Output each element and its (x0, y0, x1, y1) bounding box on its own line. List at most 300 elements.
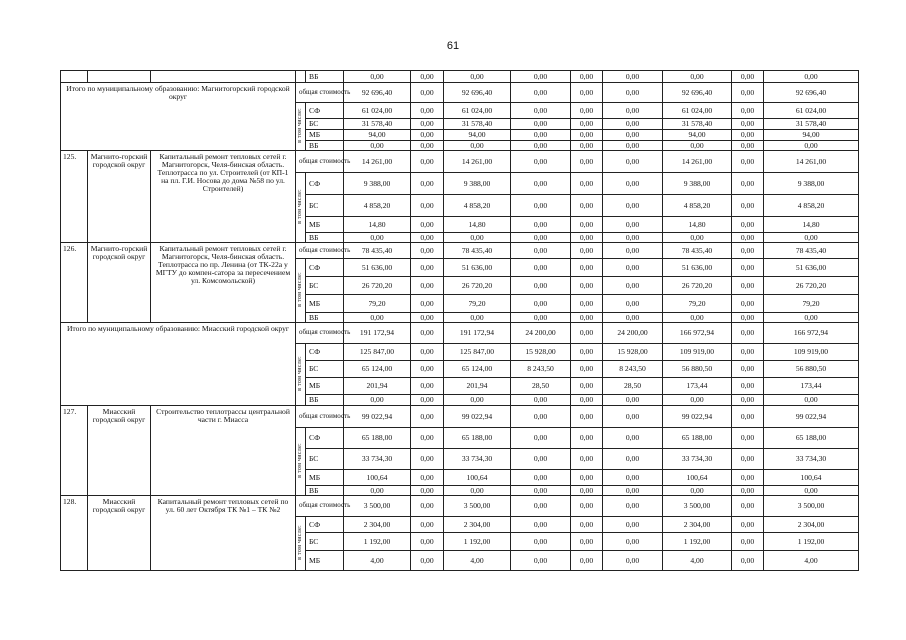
value-cell: 0,00 (603, 141, 663, 151)
value-cell: 0,00 (603, 533, 663, 551)
value-cell: 78 435,40 (764, 243, 859, 259)
side-label-cell (296, 71, 306, 83)
value-cell: 2 304,00 (344, 517, 411, 533)
value-cell: 0,00 (511, 470, 571, 486)
row-label: СФ (306, 517, 344, 533)
item-number: 127. (61, 406, 88, 496)
value-cell: 1 192,00 (344, 533, 411, 551)
value-cell: 0,00 (444, 233, 511, 243)
item-description: Строительство теплотрассы центральной части г. Миасса (151, 406, 296, 496)
value-cell: 92 696,40 (764, 83, 859, 103)
value-cell: 0,00 (411, 449, 444, 470)
value-cell: 0,00 (732, 243, 764, 259)
row-label: БС (306, 449, 344, 470)
value-cell: 99 022,94 (444, 406, 511, 428)
value-cell: 92 696,40 (344, 83, 411, 103)
value-cell: 92 696,40 (663, 83, 732, 103)
value-cell: 26 720,20 (764, 277, 859, 295)
value-cell: 9 388,00 (344, 173, 411, 195)
value-cell: 9 388,00 (764, 173, 859, 195)
value-cell: 0,00 (444, 395, 511, 406)
value-cell: 0,00 (571, 428, 603, 449)
value-cell: 0,00 (603, 71, 663, 83)
row-label: БС (306, 533, 344, 551)
table-row (61, 151, 859, 173)
table-row (61, 323, 859, 344)
value-cell: 0,00 (732, 496, 764, 517)
value-cell: 0,00 (411, 470, 444, 486)
value-cell: 2 304,00 (444, 517, 511, 533)
value-cell: 0,00 (411, 323, 444, 344)
value-cell: 26 720,20 (663, 277, 732, 295)
table-row (61, 406, 859, 428)
value-cell: 0,00 (511, 83, 571, 103)
value-cell: 0,00 (411, 551, 444, 571)
value-cell: 0,00 (571, 151, 603, 173)
value-cell: 0,00 (571, 295, 603, 313)
value-cell: 0,00 (411, 217, 444, 233)
value-cell: 0,00 (511, 103, 571, 119)
value-cell: 0,00 (511, 517, 571, 533)
value-cell: 14,80 (344, 217, 411, 233)
value-cell: 0,00 (764, 141, 859, 151)
value-cell: 0,00 (571, 486, 603, 496)
value-cell: 0,00 (571, 395, 603, 406)
value-cell: 0,00 (511, 295, 571, 313)
value-cell: 0,00 (571, 277, 603, 295)
value-cell: 0,00 (732, 71, 764, 83)
value-cell: 33 734,30 (344, 449, 411, 470)
item-description: Капитальный ремонт тепловых сетей г. Магнитогорск, Челя-бинская область. Теплотрасса по ул. Строителей (от КП-1 на пл. Г.И. Носова до дома №58 по ул. Строителей) (151, 151, 296, 243)
value-cell: 0,00 (732, 259, 764, 277)
description-cell (151, 71, 296, 83)
value-cell: 0,00 (411, 130, 444, 141)
value-cell: 0,00 (344, 486, 411, 496)
value-cell: 0,00 (663, 141, 732, 151)
row-label: МБ (306, 470, 344, 486)
value-cell: 0,00 (571, 344, 603, 361)
value-cell: 0,00 (732, 141, 764, 151)
value-cell: 0,00 (732, 323, 764, 344)
value-cell: 0,00 (411, 119, 444, 130)
row-label: СФ (306, 344, 344, 361)
value-cell: 0,00 (511, 313, 571, 323)
row-label: МБ (306, 551, 344, 571)
row-label: ВБ (306, 395, 344, 406)
side-label-cell (296, 259, 306, 323)
value-cell: 0,00 (344, 233, 411, 243)
item-municipality: Магнито-горский городской округ (88, 243, 151, 323)
side-label-text: в том числе: (297, 272, 304, 307)
value-cell: 15 928,00 (603, 344, 663, 361)
value-cell: 79,20 (764, 295, 859, 313)
value-cell: 78 435,40 (663, 243, 732, 259)
value-cell: 51 636,00 (444, 259, 511, 277)
value-cell: 33 734,30 (444, 449, 511, 470)
value-cell: 0,00 (411, 517, 444, 533)
value-cell: 0,00 (511, 233, 571, 243)
value-cell: 31 578,40 (764, 119, 859, 130)
value-cell: 173,44 (663, 378, 732, 395)
value-cell: 0,00 (511, 130, 571, 141)
municipality-total-label: Итого по муниципальному образованию: Магнитогорский городской округ (61, 83, 296, 151)
row-label: СФ (306, 259, 344, 277)
value-cell: 0,00 (571, 533, 603, 551)
value-cell: 0,00 (603, 496, 663, 517)
value-cell: 33 734,30 (764, 449, 859, 470)
value-cell: 0,00 (571, 551, 603, 571)
value-cell: 0,00 (571, 130, 603, 141)
value-cell: 100,64 (444, 470, 511, 486)
value-cell: 0,00 (411, 496, 444, 517)
value-cell: 0,00 (571, 141, 603, 151)
value-cell: 0,00 (411, 195, 444, 217)
value-cell: 0,00 (444, 141, 511, 151)
value-cell: 0,00 (732, 130, 764, 141)
value-cell: 79,20 (444, 295, 511, 313)
value-cell: 166 972,94 (764, 323, 859, 344)
value-cell: 8 243,50 (603, 361, 663, 378)
municipality-cell (88, 71, 151, 83)
value-cell: 100,64 (764, 470, 859, 486)
value-cell: 109 919,00 (663, 344, 732, 361)
page-number: 61 (446, 40, 460, 52)
value-cell: 79,20 (663, 295, 732, 313)
value-cell: 0,00 (732, 344, 764, 361)
value-cell: 0,00 (764, 233, 859, 243)
value-cell: 0,00 (344, 313, 411, 323)
side-label-text: в том числе: (297, 443, 304, 478)
value-cell: 26 720,20 (444, 277, 511, 295)
value-cell: 0,00 (603, 395, 663, 406)
value-cell: 0,00 (663, 395, 732, 406)
value-cell: 8 243,50 (511, 361, 571, 378)
value-cell: 14,80 (764, 217, 859, 233)
value-cell: 0,00 (571, 173, 603, 195)
value-cell: 9 388,00 (663, 173, 732, 195)
value-cell: 0,00 (411, 313, 444, 323)
value-cell: 0,00 (603, 259, 663, 277)
value-cell: 2 304,00 (663, 517, 732, 533)
value-cell: 51 636,00 (344, 259, 411, 277)
row-label: ВБ (306, 141, 344, 151)
value-cell: 4,00 (764, 551, 859, 571)
value-cell: 0,00 (603, 217, 663, 233)
row-label: ВБ (306, 486, 344, 496)
item-number: 126. (61, 243, 88, 323)
value-cell: 0,00 (511, 217, 571, 233)
value-cell: 0,00 (732, 486, 764, 496)
value-cell: 0,00 (663, 233, 732, 243)
value-cell: 99 022,94 (764, 406, 859, 428)
value-cell: 0,00 (603, 313, 663, 323)
value-cell: 201,94 (444, 378, 511, 395)
value-cell: 0,00 (511, 533, 571, 551)
value-cell: 0,00 (511, 243, 571, 259)
value-cell: 99 022,94 (663, 406, 732, 428)
value-cell: 0,00 (732, 428, 764, 449)
value-cell: 61 024,00 (663, 103, 732, 119)
value-cell: 0,00 (511, 449, 571, 470)
value-cell: 4,00 (444, 551, 511, 571)
value-cell: 0,00 (411, 277, 444, 295)
row-label: СФ (306, 173, 344, 195)
value-cell: 0,00 (511, 551, 571, 571)
row-label: БС (306, 119, 344, 130)
value-cell: 0,00 (411, 243, 444, 259)
row-label: общая стоимость (296, 83, 344, 103)
value-cell: 4 858,20 (764, 195, 859, 217)
value-cell: 0,00 (571, 496, 603, 517)
value-cell: 94,00 (444, 130, 511, 141)
row-label: общая стоимость (296, 496, 344, 517)
value-cell: 51 636,00 (663, 259, 732, 277)
value-cell: 0,00 (511, 428, 571, 449)
value-cell: 94,00 (764, 130, 859, 141)
value-cell: 109 919,00 (764, 344, 859, 361)
value-cell: 0,00 (603, 486, 663, 496)
value-cell: 0,00 (603, 406, 663, 428)
side-label-text: в том числе: (297, 525, 304, 560)
value-cell: 0,00 (571, 195, 603, 217)
table-row (61, 83, 859, 103)
value-cell: 14 261,00 (344, 151, 411, 173)
value-cell: 61 024,00 (444, 103, 511, 119)
value-cell: 0,00 (411, 361, 444, 378)
value-cell: 4 858,20 (344, 195, 411, 217)
value-cell: 191 172,94 (444, 323, 511, 344)
value-cell: 1 192,00 (663, 533, 732, 551)
value-cell: 0,00 (732, 195, 764, 217)
value-cell: 0,00 (571, 233, 603, 243)
value-cell: 0,00 (411, 259, 444, 277)
value-cell: 0,00 (571, 217, 603, 233)
value-cell: 14,80 (444, 217, 511, 233)
value-cell: 14,80 (663, 217, 732, 233)
value-cell: 0,00 (511, 277, 571, 295)
value-cell: 3 500,00 (444, 496, 511, 517)
value-cell: 0,00 (732, 533, 764, 551)
value-cell: 65 188,00 (663, 428, 732, 449)
value-cell: 31 578,40 (344, 119, 411, 130)
value-cell: 24 200,00 (603, 323, 663, 344)
value-cell: 0,00 (603, 151, 663, 173)
value-cell: 0,00 (732, 449, 764, 470)
value-cell: 0,00 (571, 470, 603, 486)
value-cell: 0,00 (571, 449, 603, 470)
side-label-text: в том числе: (297, 189, 304, 224)
row-label: общая стоимость (296, 406, 344, 428)
value-cell: 51 636,00 (764, 259, 859, 277)
value-cell: 0,00 (603, 195, 663, 217)
value-cell: 0,00 (344, 395, 411, 406)
value-cell: 0,00 (663, 313, 732, 323)
side-label-cell (296, 517, 306, 571)
value-cell: 0,00 (764, 71, 859, 83)
value-cell: 0,00 (411, 151, 444, 173)
value-cell: 0,00 (411, 344, 444, 361)
value-cell: 4 858,20 (444, 195, 511, 217)
item-municipality: Миасский городской округ (88, 496, 151, 571)
value-cell: 0,00 (571, 83, 603, 103)
value-cell: 14 261,00 (764, 151, 859, 173)
value-cell: 0,00 (571, 313, 603, 323)
value-cell: 0,00 (603, 130, 663, 141)
value-cell: 65 188,00 (444, 428, 511, 449)
value-cell: 0,00 (444, 71, 511, 83)
item-number: 128. (61, 496, 88, 571)
side-label-cell (296, 103, 306, 151)
value-cell: 0,00 (411, 83, 444, 103)
value-cell: 0,00 (511, 395, 571, 406)
row-label: общая стоимость (296, 323, 344, 344)
value-cell: 0,00 (571, 259, 603, 277)
value-cell: 0,00 (571, 103, 603, 119)
row-label: МБ (306, 378, 344, 395)
value-cell: 0,00 (732, 551, 764, 571)
value-cell: 0,00 (732, 395, 764, 406)
value-cell: 0,00 (571, 378, 603, 395)
row-label: БС (306, 361, 344, 378)
item-number: 125. (61, 151, 88, 243)
value-cell: 4,00 (663, 551, 732, 571)
value-cell: 65 188,00 (764, 428, 859, 449)
value-cell: 1 192,00 (444, 533, 511, 551)
value-cell: 0,00 (732, 470, 764, 486)
value-cell: 0,00 (732, 119, 764, 130)
value-cell: 4 858,20 (663, 195, 732, 217)
value-cell: 4,00 (344, 551, 411, 571)
value-cell: 61 024,00 (764, 103, 859, 119)
table-row (61, 496, 859, 517)
value-cell: 0,00 (663, 486, 732, 496)
value-cell: 28,50 (603, 378, 663, 395)
value-cell: 0,00 (571, 243, 603, 259)
value-cell: 100,64 (344, 470, 411, 486)
value-cell: 125 847,00 (344, 344, 411, 361)
value-cell: 0,00 (603, 551, 663, 571)
side-label-cell (296, 344, 306, 406)
value-cell: 0,00 (571, 361, 603, 378)
value-cell: 0,00 (732, 517, 764, 533)
value-cell: 0,00 (603, 517, 663, 533)
value-cell: 0,00 (732, 83, 764, 103)
value-cell: 14 261,00 (663, 151, 732, 173)
row-label: СФ (306, 428, 344, 449)
value-cell: 31 578,40 (663, 119, 732, 130)
value-cell: 0,00 (511, 486, 571, 496)
municipality-total-label: Итого по муниципальному образованию: Миасский городской округ (61, 323, 296, 406)
side-label-cell (296, 173, 306, 243)
value-cell: 31 578,40 (444, 119, 511, 130)
value-cell: 94,00 (344, 130, 411, 141)
value-cell: 201,94 (344, 378, 411, 395)
value-cell: 0,00 (764, 395, 859, 406)
value-cell: 28,50 (511, 378, 571, 395)
value-cell: 0,00 (344, 71, 411, 83)
value-cell: 0,00 (603, 470, 663, 486)
value-cell: 0,00 (571, 323, 603, 344)
row-label: ВБ (306, 71, 344, 83)
value-cell: 0,00 (732, 313, 764, 323)
value-cell: 0,00 (511, 259, 571, 277)
row-label: МБ (306, 130, 344, 141)
value-cell: 0,00 (603, 449, 663, 470)
value-cell: 0,00 (411, 533, 444, 551)
side-label-text: в том числе: (297, 108, 304, 143)
value-cell: 0,00 (571, 406, 603, 428)
value-cell: 65 188,00 (344, 428, 411, 449)
no-cell (61, 71, 88, 83)
row-label: ВБ (306, 233, 344, 243)
row-label: БС (306, 277, 344, 295)
value-cell: 0,00 (603, 103, 663, 119)
item-description: Капитальный ремонт тепловых сетей г. Магнитогорск, Челя-бинская область. Теплотрасса по пр. Ленина (от ТК-22а у МГТУ до компен-сатора за пересечением ул. Комсомольской) (151, 243, 296, 323)
value-cell: 0,00 (511, 71, 571, 83)
row-label: общая стоимость (296, 151, 344, 173)
value-cell: 0,00 (411, 406, 444, 428)
value-cell: 0,00 (603, 277, 663, 295)
row-label: общая стоимость (296, 243, 344, 259)
table-row (61, 71, 859, 83)
value-cell: 173,44 (764, 378, 859, 395)
value-cell: 0,00 (411, 486, 444, 496)
value-cell: 0,00 (571, 71, 603, 83)
value-cell: 0,00 (732, 406, 764, 428)
table-row (61, 243, 859, 259)
side-label-cell (296, 428, 306, 496)
value-cell: 0,00 (603, 119, 663, 130)
value-cell: 191 172,94 (344, 323, 411, 344)
table-body (61, 71, 859, 571)
value-cell: 0,00 (511, 195, 571, 217)
value-cell: 0,00 (511, 496, 571, 517)
value-cell: 0,00 (732, 295, 764, 313)
value-cell: 166 972,94 (663, 323, 732, 344)
value-cell: 0,00 (732, 217, 764, 233)
value-cell: 125 847,00 (444, 344, 511, 361)
value-cell: 3 500,00 (344, 496, 411, 517)
row-label: МБ (306, 217, 344, 233)
value-cell: 0,00 (732, 378, 764, 395)
row-label: БС (306, 195, 344, 217)
value-cell: 78 435,40 (444, 243, 511, 259)
value-cell: 3 500,00 (663, 496, 732, 517)
value-cell: 0,00 (411, 141, 444, 151)
value-cell: 0,00 (344, 141, 411, 151)
value-cell: 0,00 (603, 243, 663, 259)
value-cell: 0,00 (603, 233, 663, 243)
value-cell: 100,64 (663, 470, 732, 486)
value-cell: 0,00 (764, 486, 859, 496)
value-cell: 65 124,00 (444, 361, 511, 378)
value-cell: 65 124,00 (344, 361, 411, 378)
value-cell: 0,00 (603, 295, 663, 313)
value-cell: 0,00 (511, 141, 571, 151)
value-cell: 0,00 (571, 517, 603, 533)
row-label: ВБ (306, 313, 344, 323)
value-cell: 0,00 (411, 71, 444, 83)
value-cell: 56 880,50 (764, 361, 859, 378)
value-cell: 0,00 (764, 313, 859, 323)
value-cell: 0,00 (732, 173, 764, 195)
value-cell: 0,00 (511, 406, 571, 428)
value-cell: 0,00 (732, 277, 764, 295)
value-cell: 2 304,00 (764, 517, 859, 533)
value-cell: 92 696,40 (444, 83, 511, 103)
value-cell: 0,00 (411, 173, 444, 195)
value-cell: 78 435,40 (344, 243, 411, 259)
